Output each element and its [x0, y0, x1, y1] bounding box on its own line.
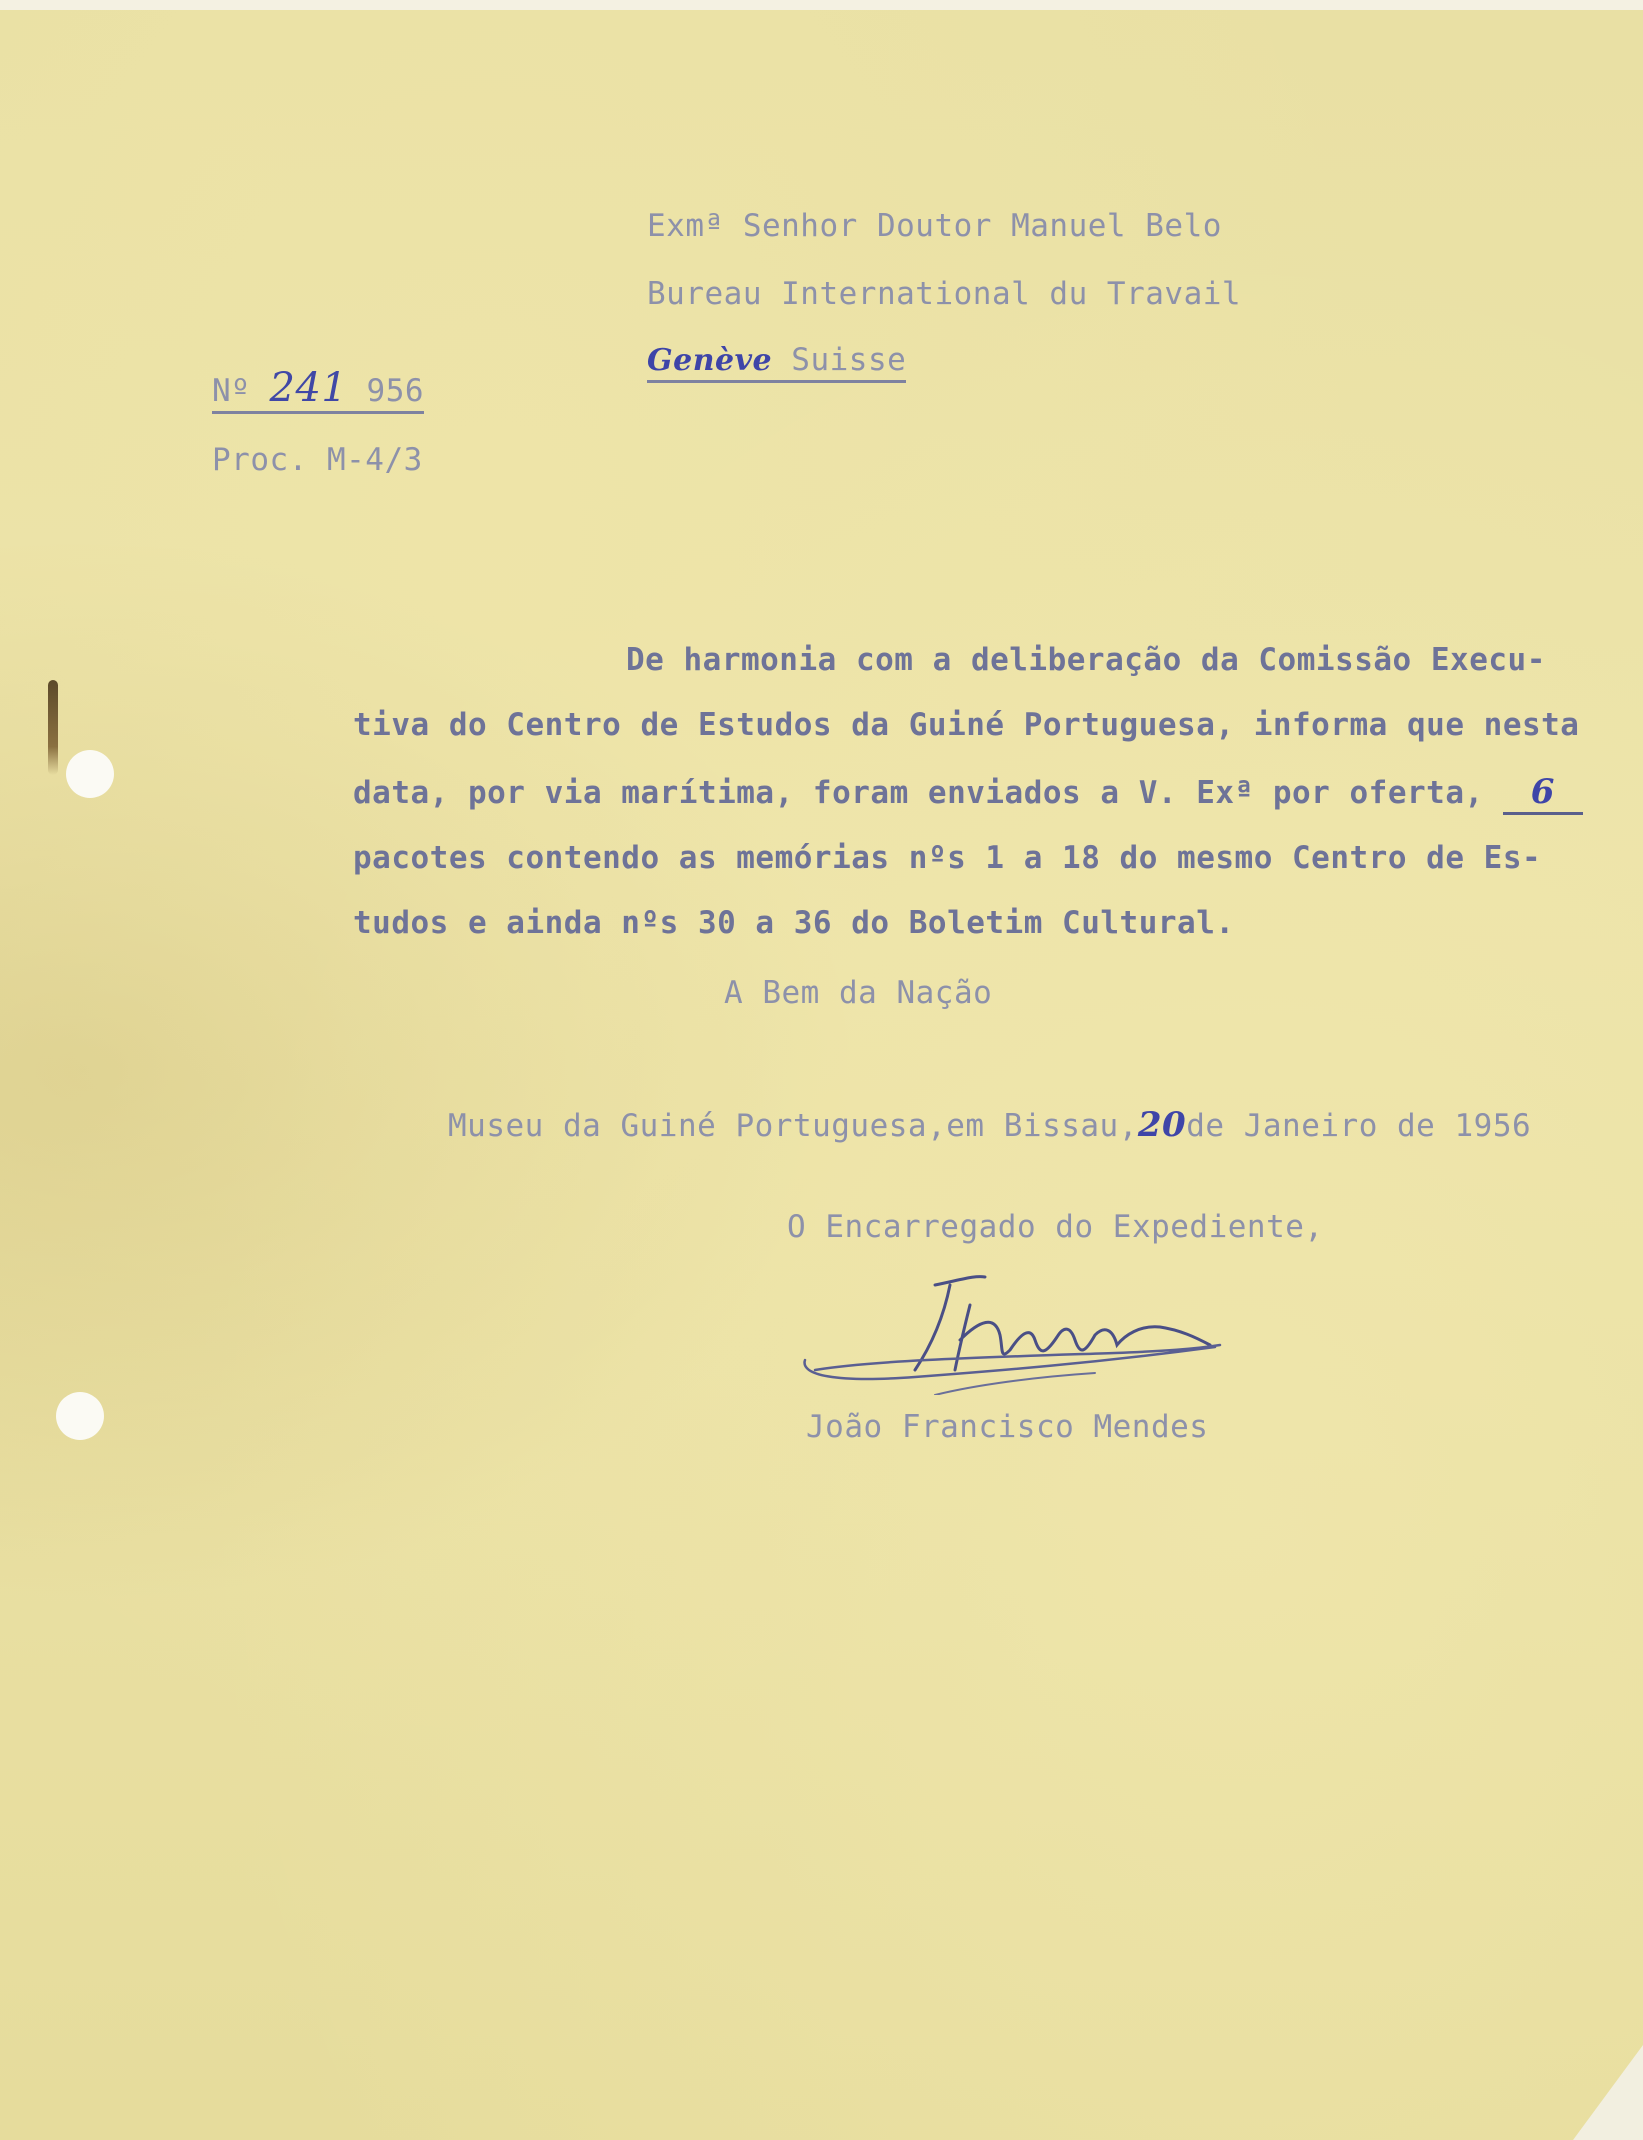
dateline-place: Museu da Guiné Portuguesa,em Bissau, [448, 1108, 1138, 1144]
dateline-rest: de Janeiro de 1956 [1186, 1108, 1532, 1144]
staple-rust-mark [48, 680, 58, 775]
recipient-line-2: Bureau International du Travail [647, 276, 1242, 312]
body-line-1: De harmonia com a deliberação da Comissão Execu- [626, 642, 1546, 678]
body-line-3-text: data, por via marítima, foram enviados a V. Exª por oferta, [353, 775, 1484, 811]
dateline [448, 1105, 1531, 1146]
recipient-line-1: Exmª Senhor Doutor Manuel Belo [647, 208, 1222, 244]
reference-number-line [212, 365, 425, 411]
closing-salutation: A Bem da Nação [724, 975, 993, 1011]
signatory-name: João Francisco Mendes [806, 1409, 1209, 1445]
reference-number-handwritten: 241 [269, 365, 348, 411]
process-reference: Proc. M-4/3 [212, 442, 423, 478]
signatory-title: O Encarregado do Expediente, [787, 1209, 1324, 1245]
body-line-2: tiva do Centro de Estudos da Guiné Portuguesa, informa que nesta [353, 707, 1580, 743]
body-line-5: tudos e ainda nºs 30 a 36 do Boletim Cultural. [353, 905, 1235, 941]
reference-year: 956 [366, 373, 425, 409]
reference-prefix: Nº [212, 373, 251, 409]
recipient-country: Suisse [772, 342, 907, 378]
dateline-day-handwritten: 20 [1137, 1105, 1187, 1145]
handwritten-signature [795, 1265, 1255, 1395]
punch-hole-top [66, 750, 114, 798]
package-count-handwritten: 6 [1503, 772, 1583, 815]
paper-top-edge [0, 0, 1643, 10]
body-line-4: pacotes contendo as memórias nºs 1 a 18 do mesmo Centro de Es- [353, 840, 1542, 876]
body-line-3 [353, 772, 1583, 815]
punch-hole-bottom [56, 1392, 104, 1440]
recipient-city-handwritten: Genève [647, 343, 773, 378]
folded-corner [1573, 2045, 1643, 2140]
recipient-line-3 [647, 340, 906, 381]
